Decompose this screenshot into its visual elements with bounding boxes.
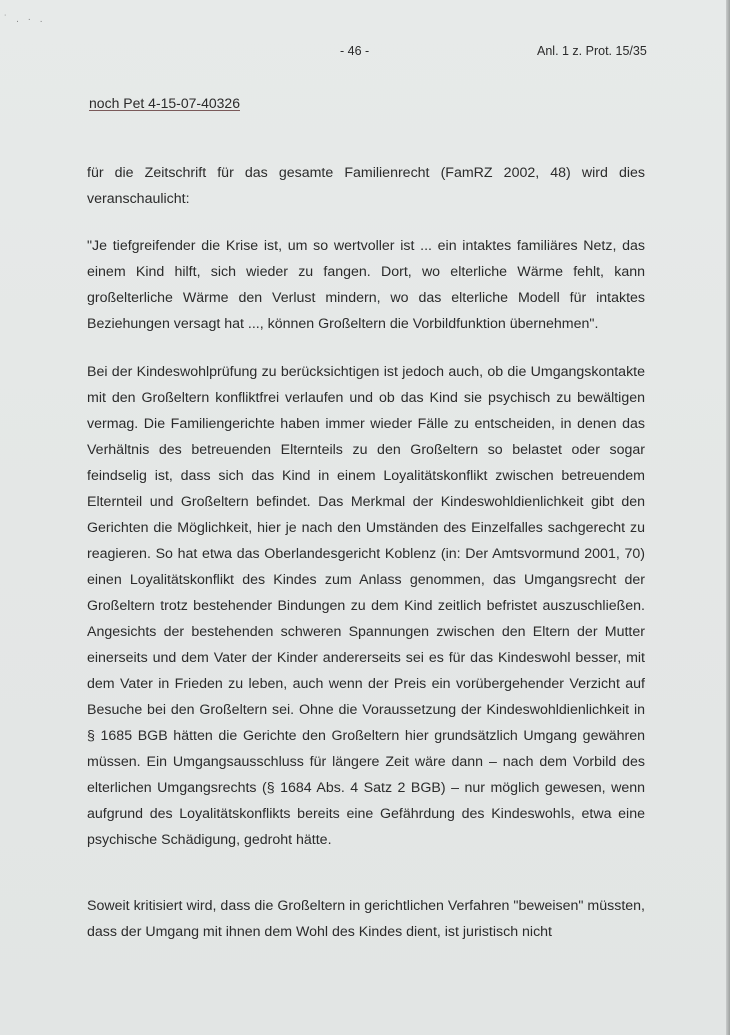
paragraph-criticism: Soweit kritisiert wird, dass die Großeltern in gerichtlichen Verfahren "beweisen" müssten, dass der Umgang mit ihnen dem Wohl des Kindes dient, ist juristisch nicht [87,898,645,940]
annex-reference: Anl. 1 z. Prot. 15/35 [537,44,647,58]
paragraph-intro: für die Zeitschrift für das gesamte Familienrecht (FamRZ 2002, 48) wird dies veranschaulicht: [87,165,645,207]
scan-specks: ˙ . · . [4,14,46,25]
paragraph-kindeswohl: Bei der Kindeswohlprüfung zu berücksichtigen ist jedoch auch, ob die Umgangskontakte mit den Großeltern konfliktfrei verlaufen und ob das Kind sie psychisch zu bewältigen vermag. Die Familiengerichte haben immer wieder Fälle zu entscheiden, in denen das Verhältnis des betreuenden Elternteils zu den Großeltern so belastet oder sogar feindselig ist, dass sich das Kind in einem Loyalitätskonflikt zwischen betreuendem Elternteil und Großeltern befindet. Das Merkmal der Kindeswohldienlichkeit gibt den Gerichten die Möglichkeit, hier je nach den Umständen des Einzelfalles sachgerecht zu reagieren. So hat etwa das Oberlandesgericht Koblenz (in: Der Amtsvormund 2001, 70) einen Loyalitätskonflikt des Kindes zum Anlass genommen, das Umgangsrecht der Großeltern trotz bestehender Bindungen zu dem Kind zeitlich befristet auszuschließen. Angesichts der bestehenden schweren Spannungen zwischen den Eltern der Mutter einerseits und dem Vater der Kinder andererseits sei es für das Kindeswohl besser, mit dem Vater in Frieden zu leben, auch wenn der Preis ein vorübergehender Verzicht auf Besuche bei den Großeltern sei. Ohne die Voraussetzung der Kindeswohldienlichkeit in § 1685 BGB hätten die Gerichte den Großeltern hier grundsätzlich Umgang gewähren müssen. Ein Umgangsausschluss für längere Zeit wäre dann – nach dem Vorbild des elterlichen Umgangsrechts (§ 1684 Abs. 4 Satz 2 BGB) – nur möglich gewesen, wenn aufgrund des Loyalitätskonflikts bereits eine Gefährdung des Kindeswohls, etwa eine psychische Schädigung, gedroht hätte. [87,364,645,848]
paragraph-quote: "Je tiefgreifender die Krise ist, um so wertvoller ist ... ein intaktes familiäres Netz, das einem Kind hilft, sich wieder zu fangen. Dort, wo elterliche Wärme fehlt, kann großelterliche Wärme den Verlust mindern, wo das elterliche Modell für intaktes Beziehungen versagt hat ..., können Großeltern die Vorbildfunktion übernehmen". [87,238,645,332]
page-number: - 46 - [340,44,370,58]
petition-reference: noch Pet 4-15-07-40326 [89,95,240,111]
page-edge [726,0,730,1035]
